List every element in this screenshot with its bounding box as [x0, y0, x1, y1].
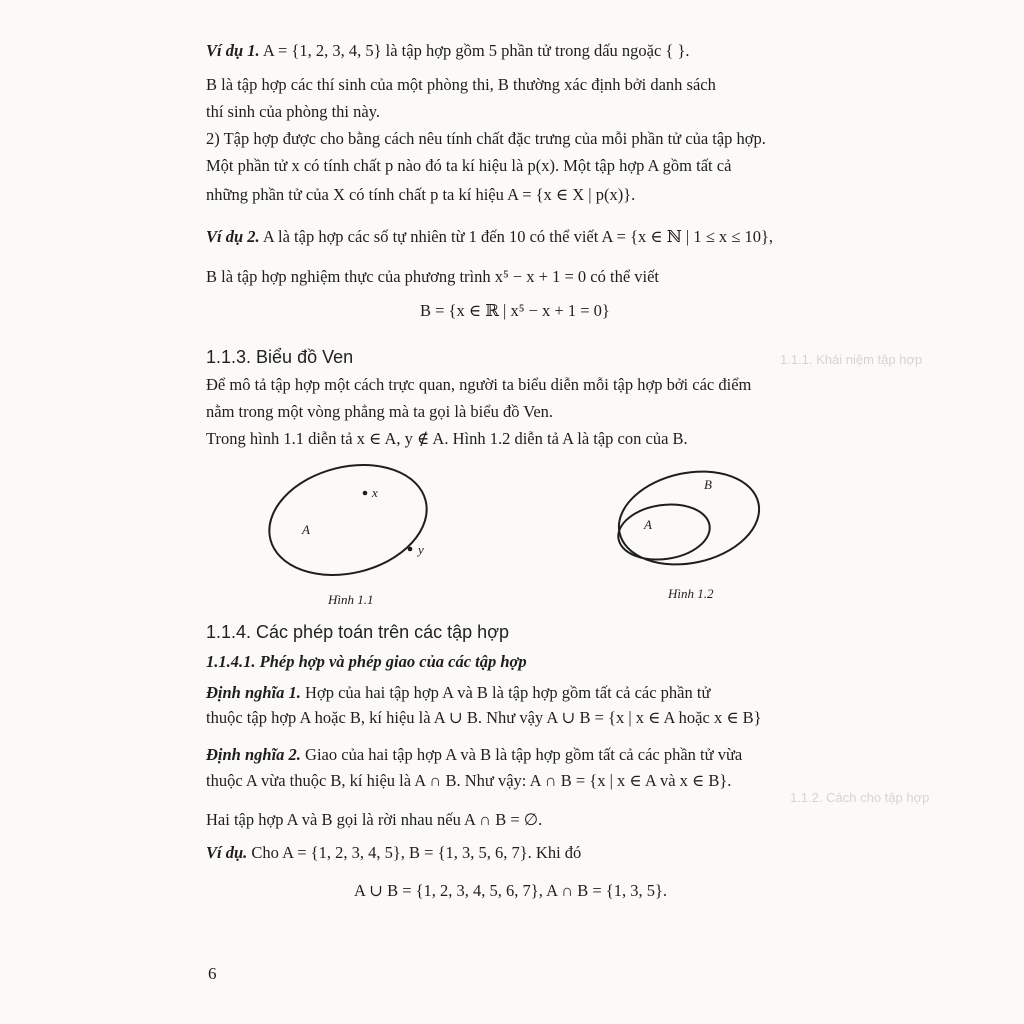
point-x-label: x — [372, 485, 378, 500]
para-b-line2: thí sinh của phòng thi này. — [206, 102, 380, 121]
point-y-dot — [408, 547, 413, 552]
def1-line2: thuộc tập hợp A hoặc B, kí hiệu là A ∪ B. Như vậy A ∪ B = {x | x ∈ A hoặc x ∈ B} — [206, 708, 762, 727]
section-113-line2: nằm trong một vòng phẳng mà ta gọi là biểu đồ Ven. — [206, 402, 554, 421]
example2-label: Ví dụ 2. — [206, 227, 260, 246]
page-number: 6 — [208, 964, 217, 983]
def2-line2: thuộc A vừa thuộc B, kí hiệu là A ∩ B. Như vậy: A ∩ B = {x | x ∈ A và x ∈ B}. — [206, 771, 732, 790]
example2-text: A là tập hợp các số tự nhiên từ 1 đến 10 có thể viết A = {x ∈ ℕ | 1 ≤ x ≤ 10}, — [262, 227, 774, 246]
example3-label: Ví dụ. — [206, 843, 248, 862]
bleed-through: 1.1.2. Cách cho tập hợp — [790, 790, 930, 805]
def2-line1 — [206, 744, 742, 766]
example1-text: A = {1, 2, 3, 4, 5} là tập hợp gồm 5 phần tử trong dấu ngoặc { }. — [262, 41, 690, 60]
def2-text: Giao của hai tập hợp A và B là tập hợp gồm tất cả các phần tử vừa — [305, 745, 743, 764]
set-b-ellipse — [610, 460, 768, 577]
section-1141-title: 1.1.4.1. Phép hợp và phép giao của các tập hợp — [206, 652, 527, 671]
bleed-through: 1.1.1. Khái niệm tập hợp — [780, 352, 923, 367]
set-a-ellipse — [262, 462, 438, 582]
point-y-label: y — [418, 542, 424, 557]
figure-2-caption: Hình 1.2 — [668, 586, 714, 601]
set-a-label: A — [302, 522, 310, 537]
section-113-line1: Để mô tả tập hợp một cách trực quan, người ta biểu diễn mỗi tập hợp bởi các điểm — [206, 375, 752, 394]
venn-figure-1 — [262, 462, 462, 582]
example1-label: Ví dụ 1. — [206, 41, 260, 60]
example2-formula: B = {x ∈ ℝ | x⁵ − x + 1 = 0} — [420, 301, 610, 320]
venn-figure-2 — [602, 460, 772, 580]
def1-text: Hợp của hai tập hợp A và B là tập hợp gồm tất cả các phần tử — [305, 683, 711, 702]
disjoint-statement: Hai tập hợp A và B gọi là rời nhau nếu A ∩ B = ∅. — [206, 810, 543, 829]
method2-line1: 2) Tập hợp được cho bằng cách nêu tính chất đặc trưng của mỗi phần tử của tập hợp. — [206, 129, 766, 148]
example3-line1 — [206, 842, 581, 864]
method2-line3: những phần tử của X có tính chất p ta kí hiệu A = {x ∈ X | p(x)}. — [206, 185, 636, 204]
section-114-title: 1.1.4. Các phép toán trên các tập hợp — [206, 622, 510, 642]
set-a-inner-ellipse — [615, 499, 714, 565]
point-x-dot — [363, 491, 368, 496]
def1-label: Định nghĩa 1. — [206, 683, 301, 702]
section-113-title: 1.1.3. Biểu đồ Ven — [206, 347, 354, 367]
example3-text: Cho A = {1, 2, 3, 4, 5}, B = {1, 3, 5, 6, 7}. Khi đó — [251, 843, 582, 862]
example3-result: A ∪ B = {1, 2, 3, 4, 5, 6, 7}, A ∩ B = {1, 3, 5}. — [354, 881, 668, 900]
section-113-line3: Trong hình 1.1 diễn tả x ∈ A, y ∉ A. Hình 1.2 diễn tả A là tập con của B. — [206, 429, 688, 448]
example2-line1 — [206, 226, 773, 248]
set-a-inner-label: A — [644, 517, 652, 532]
set-b-label: B — [704, 477, 712, 492]
para-b-line1: B là tập hợp các thí sinh của một phòng thi, B thường xác định bởi danh sách — [206, 75, 716, 94]
def1-line1 — [206, 682, 710, 704]
example1 — [206, 40, 690, 62]
figure-1-caption: Hình 1.1 — [328, 592, 374, 607]
def2-label: Định nghĩa 2. — [206, 745, 301, 764]
example2-line2: B là tập hợp nghiệm thực của phương trình x⁵ − x + 1 = 0 có thể viết — [206, 267, 660, 286]
method2-line2: Một phần tử x có tính chất p nào đó ta kí hiệu là p(x). Một tập hợp A gồm tất cả — [206, 156, 732, 175]
